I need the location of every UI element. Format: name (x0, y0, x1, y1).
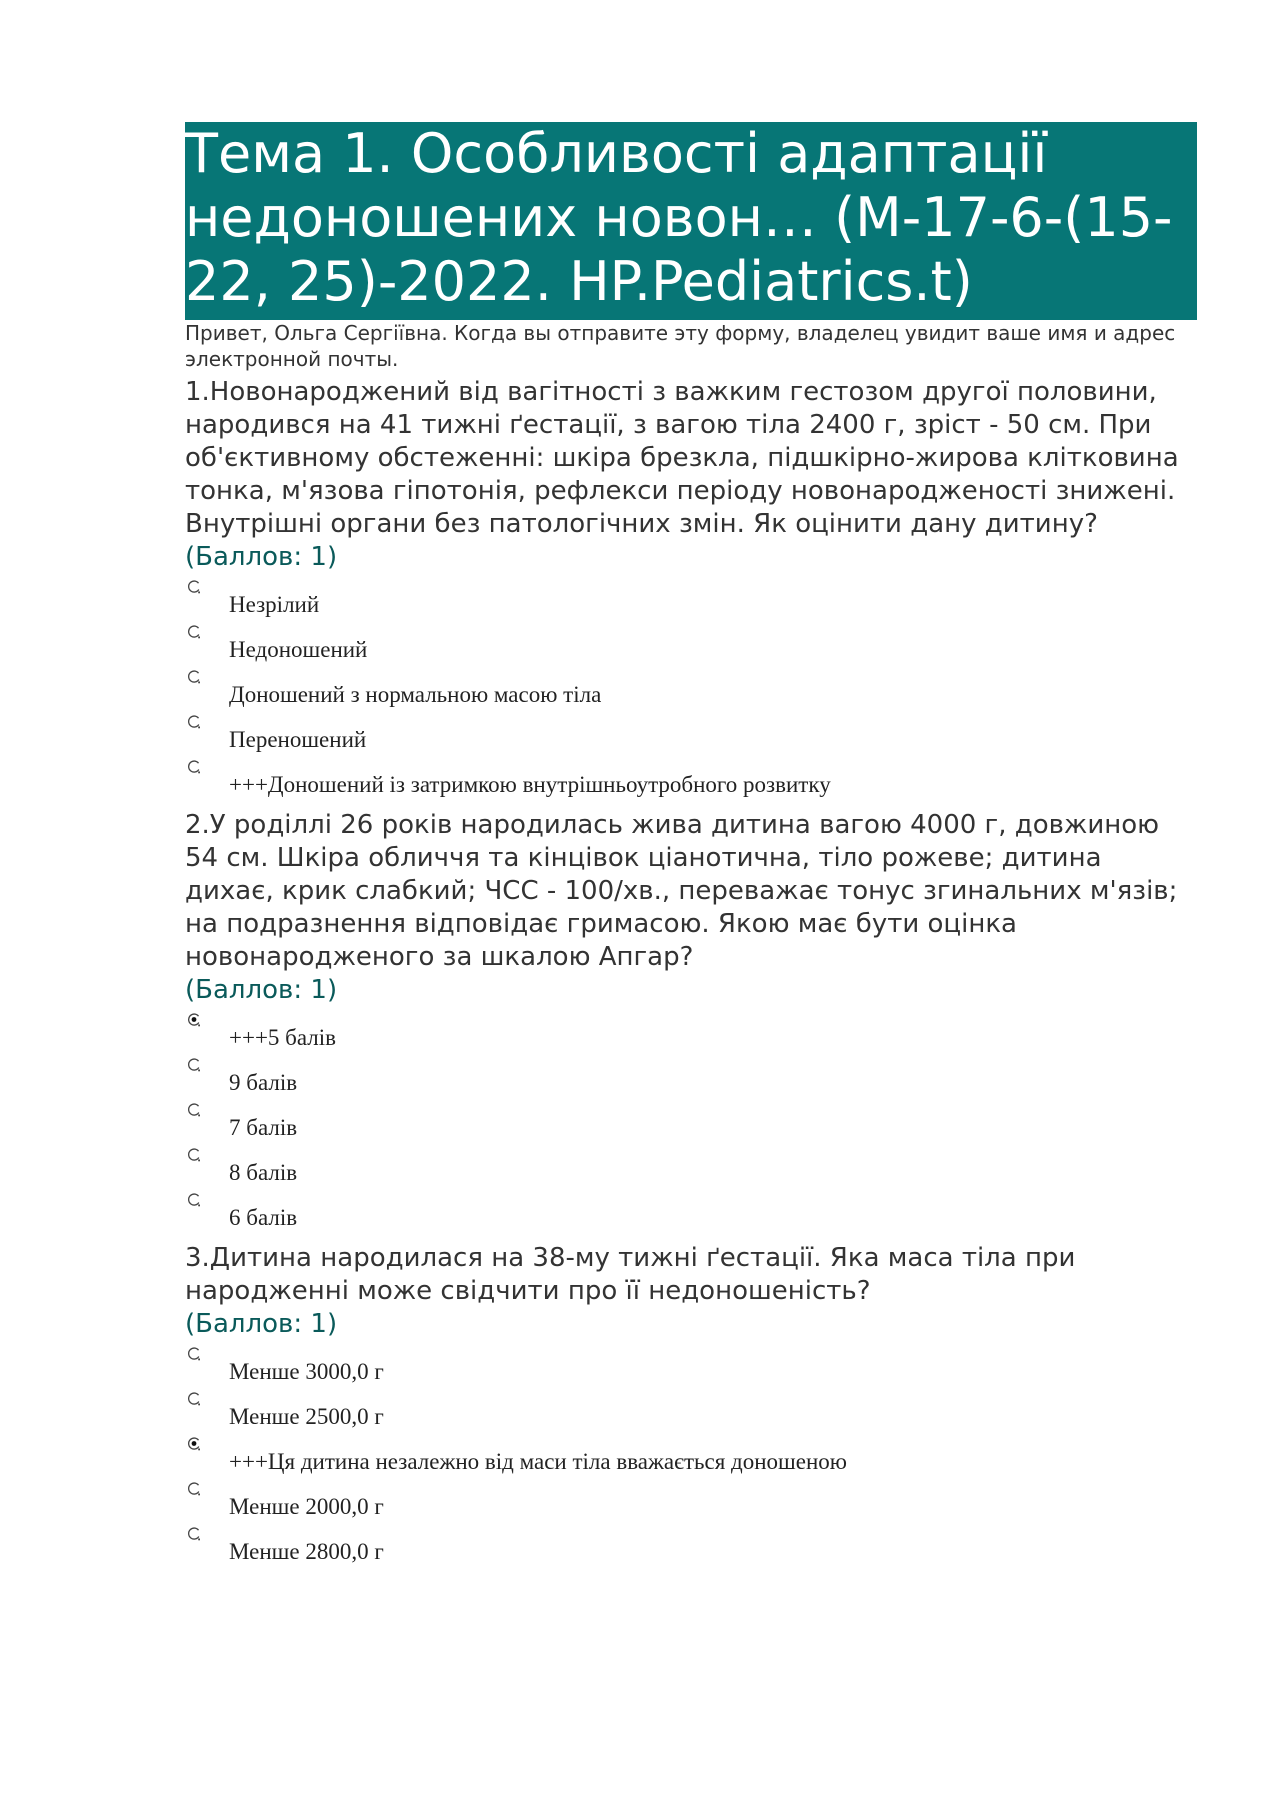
radio-unchecked-icon[interactable] (187, 1527, 201, 1541)
answer-option-label: +++5 балів (229, 1025, 337, 1050)
answer-option[interactable] (185, 670, 1197, 715)
answer-option[interactable] (185, 1347, 1197, 1392)
greeting-notice: Привет, Ольга Сергіївна. Когда вы отправите эту форму, владелец увидит ваше имя и адрес электронной почты. (185, 321, 1176, 371)
answer-option-label: 6 балів (229, 1205, 298, 1230)
answer-option-label: Менше 2800,0 г (229, 1539, 384, 1564)
radio-unchecked-icon[interactable] (187, 1193, 201, 1207)
answer-option-label: Менше 2000,0 г (229, 1494, 384, 1519)
radio-unchecked-icon[interactable] (187, 625, 201, 639)
form-page (185, 122, 1197, 1572)
question-points: (Баллов: 1) (185, 1309, 338, 1339)
answer-option[interactable] (185, 1437, 1197, 1482)
answer-option[interactable] (185, 1013, 1197, 1058)
question-block (185, 809, 1197, 1238)
question-points: (Баллов: 1) (185, 975, 338, 1005)
answer-option-label: +++Ця дитина незалежно від маси тіла вважається доношеною (229, 1449, 847, 1474)
answer-option[interactable] (185, 1193, 1197, 1238)
answer-option[interactable] (185, 625, 1197, 670)
radio-unchecked-icon[interactable] (187, 1058, 201, 1072)
radio-unchecked-icon[interactable] (187, 670, 201, 684)
radio-unchecked-icon[interactable] (187, 1148, 201, 1162)
question-text: 3.Дитина народилася на 38-му тижні ґестації. Яка маса тіла при народженні може свідчити про її недоношеність? (185, 1243, 1076, 1306)
radio-checked-icon[interactable] (187, 1437, 201, 1451)
answer-option-label: Доношений з нормальною масою тіла (229, 682, 602, 707)
question-block (185, 1242, 1197, 1572)
answer-option-label: +++Доношений із затримкою внутрішньоутробного розвитку (229, 772, 831, 797)
answer-option[interactable] (185, 1527, 1197, 1572)
answer-option-label: Недоношений (229, 637, 368, 662)
answer-option[interactable] (185, 1148, 1197, 1193)
question-text: 2.У роділлі 26 років народилась жива дитина вагою 4000 г, довжиною 54 см. Шкіра обличчя та кінцівок ціанотична, тіло рожеве; дитина дихає, крик слабкий; ЧСС - 100/хв., переважає тонус згинальних м'язів; на подразнення відповідає гримасою. Якою має бути оцінка новонародженого за шкалою Апгар? (185, 810, 1178, 972)
question-block (185, 376, 1197, 805)
answer-option-label: 7 балів (229, 1115, 298, 1140)
answer-option[interactable] (185, 1103, 1197, 1148)
radio-unchecked-icon[interactable] (187, 580, 201, 594)
answer-option-label: Переношений (229, 727, 367, 752)
radio-unchecked-icon[interactable] (187, 1103, 201, 1117)
answer-option-label: Менше 3000,0 г (229, 1359, 384, 1384)
answer-options (185, 580, 1197, 805)
answer-option[interactable] (185, 760, 1197, 805)
questions-list (185, 376, 1197, 1572)
radio-unchecked-icon[interactable] (187, 1482, 201, 1496)
question-points: (Баллов: 1) (185, 542, 338, 572)
radio-unchecked-icon[interactable] (187, 715, 201, 729)
radio-checked-icon[interactable] (187, 1013, 201, 1027)
answer-option-label: 8 балів (229, 1160, 298, 1185)
answer-option[interactable] (185, 1482, 1197, 1527)
radio-unchecked-icon[interactable] (187, 760, 201, 774)
radio-unchecked-icon[interactable] (187, 1347, 201, 1361)
radio-unchecked-icon[interactable] (187, 1392, 201, 1406)
answer-option[interactable] (185, 580, 1197, 625)
answer-option[interactable] (185, 1392, 1197, 1437)
form-title: Тема 1. Особливості адаптації недоношених новон… (М-17-6-(15-22, 25)-2022. HP.Pediatrics.t) (185, 122, 1197, 320)
answer-option[interactable] (185, 715, 1197, 760)
answer-option-label: Менше 2500,0 г (229, 1404, 384, 1429)
answer-option-label: Незрілий (229, 592, 320, 617)
answer-options (185, 1013, 1197, 1238)
answer-option[interactable] (185, 1058, 1197, 1103)
question-text: 1.Новонароджений від вагітності з важким гестозом другої половини, народився на 41 тижні ґестації, з вагою тіла 2400 г, зріст - 50 см. При об'єктивному обстеженні: шкіра брезкла, підшкірно-жирова клітковина тонка, м'язова гіпотонія, рефлекси періоду новонародженості знижені. Внутрішні органи без патологічних змін. Як оцінити дану дитину? (185, 377, 1179, 539)
answer-option-label: 9 балів (229, 1070, 298, 1095)
answer-options (185, 1347, 1197, 1572)
